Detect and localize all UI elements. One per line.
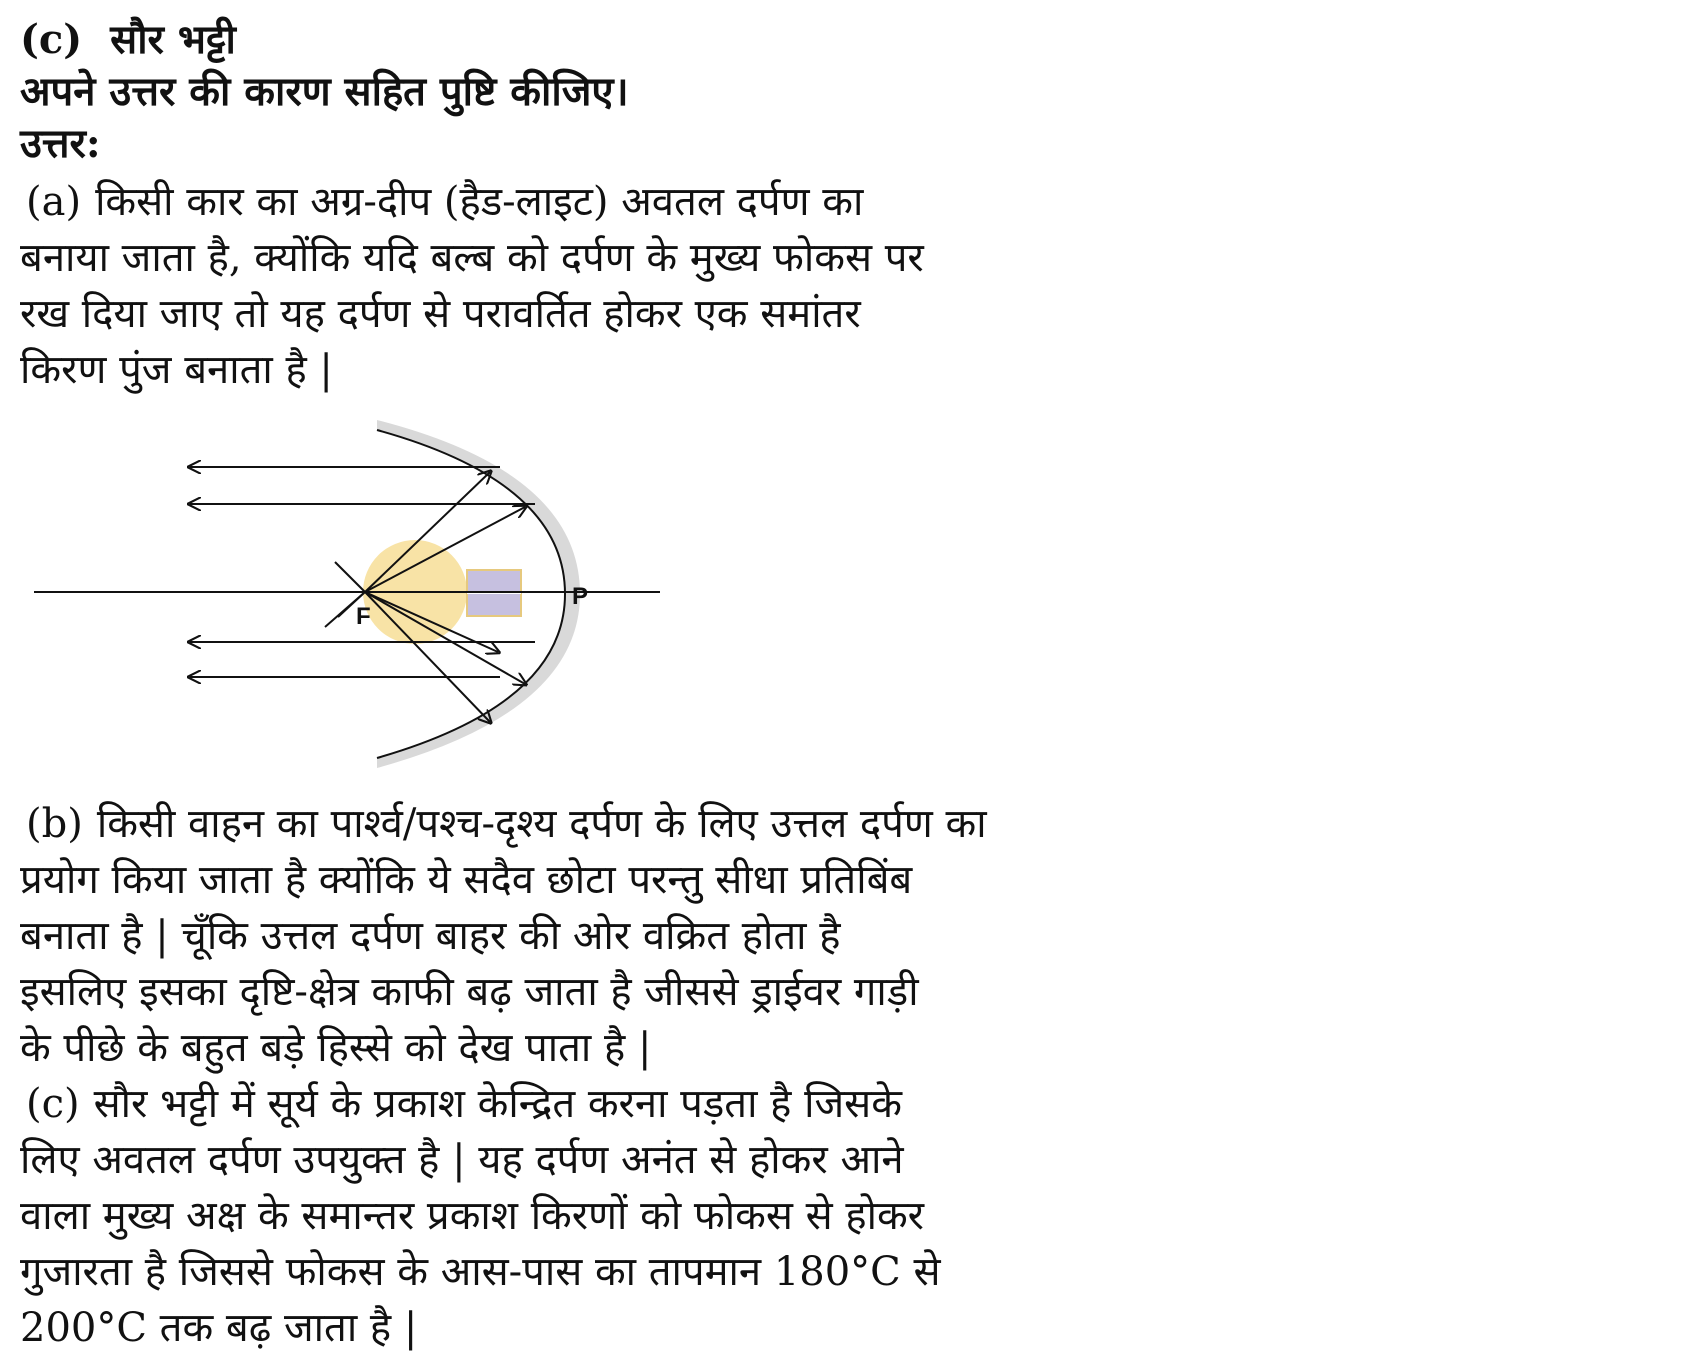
- part-c-label: (c): [20, 16, 83, 63]
- answer-b-line: [20, 796, 1220, 852]
- answer-a-line: [20, 174, 1220, 230]
- answer-c-block: [20, 1076, 1220, 1356]
- answer-b-text: किसी वाहन का पार्श्व/पश्च-दृश्य दर्पण के लिए उत्तल दर्पण का: [96, 801, 987, 847]
- answer-b-label: (b): [26, 801, 83, 847]
- focus-label: F: [356, 603, 371, 630]
- answer-c-line: गुजारता है जिससे फोकस के आस-पास का तापमान 180°C से: [20, 1249, 941, 1295]
- answer-b-line: बनाता है | चूँकि उत्तल दर्पण बाहर की ओर वक्रित होता है: [20, 913, 841, 959]
- headlight-diagram-svg: [20, 412, 740, 792]
- answer-b-line: के पीछे के बहुत बड़े हिस्से को देख पाता है |: [20, 1025, 652, 1071]
- answer-b-line: इसलिए इसका दृष्टि-क्षेत्र काफी बढ़ जाता है जीससे ड्राईवर गाड़ी: [20, 969, 919, 1015]
- answer-heading: उत्तर:: [20, 120, 101, 167]
- part-c-heading: [20, 14, 1220, 66]
- answer-b-block: [20, 796, 1220, 1076]
- answer-c-label: (c): [26, 1081, 80, 1127]
- document-page: [20, 14, 1220, 1356]
- pole-label: P: [572, 583, 589, 610]
- answer-a-label: (a): [26, 179, 82, 225]
- answer-a-text: किसी कार का अग्र-दीप (हैड-लाइट) अवतल दर्पण का: [95, 179, 864, 225]
- part-c-title: सौर भट्टी: [110, 16, 236, 63]
- answer-c-line: लिए अवतल दर्पण उपयुक्त है | यह दर्पण अनंत से होकर आने: [20, 1137, 904, 1183]
- instruction-heading: अपने उत्तर की कारण सहित पुष्टि कीजिए।: [20, 68, 629, 115]
- answer-a-line: रख दिया जाए तो यह दर्पण से परावर्तित होकर एक समांतर: [20, 291, 861, 337]
- answer-c-text: सौर भट्टी में सूर्य के प्रकाश केन्द्रित करना पड़ता है जिसके: [93, 1081, 902, 1127]
- answer-a-line: बनाया जाता है, क्योंकि यदि बल्ब को दर्पण के मुख्य फोकस पर: [20, 235, 924, 281]
- answer-c-line: वाला मुख्य अक्ष के समान्तर प्रकाश किरणों को फोकस से होकर: [20, 1193, 925, 1239]
- answer-b-line: प्रयोग किया जाता है क्योंकि ये सदैव छोटा परन्तु सीधा प्रतिबिंब: [20, 857, 913, 903]
- answer-c-line: 200°C तक बढ़ जाता है |: [20, 1305, 418, 1351]
- answer-a-line: किरण पुंज बनाता है |: [20, 347, 333, 393]
- headlight-diagram: [20, 412, 740, 792]
- ray-into-focus-1: [335, 562, 365, 592]
- answer-a-block: [20, 174, 1220, 398]
- answer-c-line: [20, 1076, 1220, 1132]
